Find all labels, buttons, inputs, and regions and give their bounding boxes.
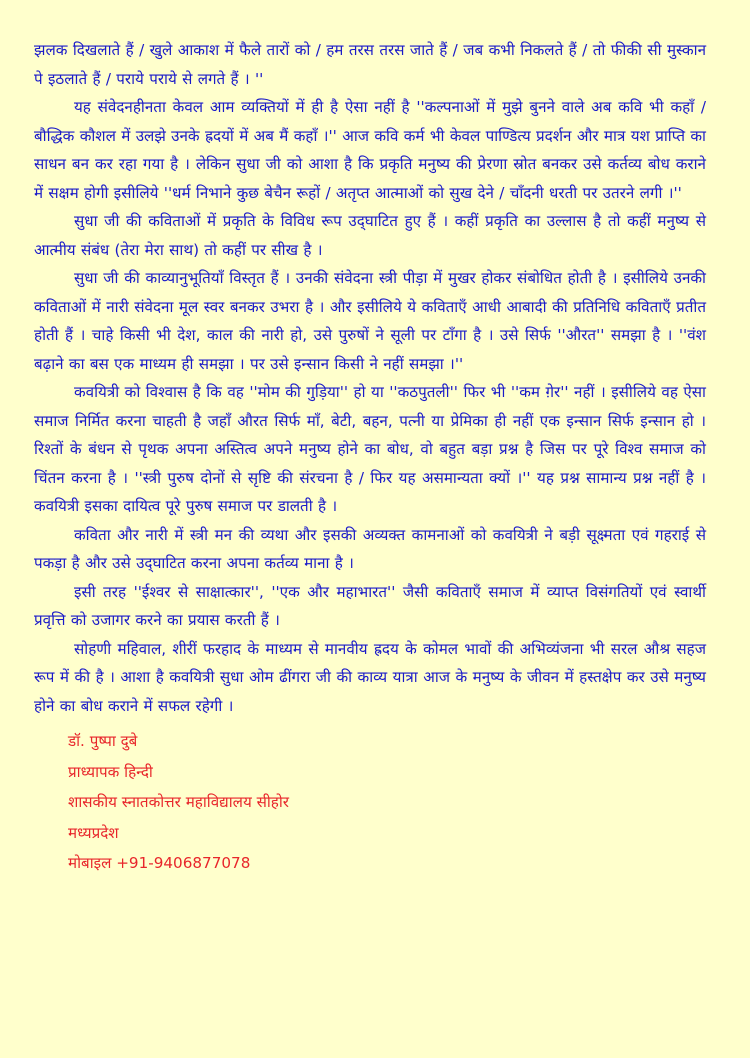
author-state: मध्यप्रदेश: [68, 823, 119, 842]
paragraph-7: इसी तरह ''ईश्वर से साक्षात्कार'', ''एक और महाभारत'' जैसी कविताएँ समाज में व्याप्त विसंगतियों एवं स्वार्थी प्रवृत्ति को उजागर करने का प्रयास करती हैं ।: [34, 582, 706, 629]
paragraph-5: कवयित्री को विश्वास है कि वह ''मोम की गुड़िया'' हो या ''कठपुतली'' फिर भी ''कम ग़ेर'' नहीं । इसीलिये वह ऐसा समाज निर्मित करना चाहती है जहाँ औरत सिर्फ माँ, बेटी, बहन, पत्नी या प्रेमिका ही नहीं एक इन्सान सिर्फ इन्सान हो । रिश्तों के बंधन से पृथक अपना अस्तित्व अपने मनुष्य होने का बोध, वो बहुत बड़ा प्रश्न है जिस पर पूरे विश्व समाज को चिंतन करना है । ''स्त्री पुरुष दोनों से सृष्टि की संरचना है / फिर यह असमान्यता क्यों ।'' यह प्रश्न सामान्य प्रश्न नहीं है । कवयित्री इसका दायित्व पूरे पुरुष समाज पर डालती है ।: [34, 383, 706, 515]
paragraph-2: यह संवेदनहीनता केवल आम व्यक्तियों में ही है ऐसा नहीं है ''कल्पनाओं में मुझे बुनने वाले अब कवि भी कहाँ / बौद्धिक कौशल में उलझे उनके ह्रदयों में अब मैं कहाँ ।'' आज कवि कर्म भी केवल पाण्डित्य प्रदर्शन और मात्र यश प्राप्ति का साधन बन कर रहा गया है । लेकिन सुधा जी को आशा है कि प्रकृति मनुष्य की प्रेरणा स्रोत बनकर उसे कर्तव्य बोध कराने में सक्षम होगी इसीलिये ''धर्म निभाने कुछ बेचैन रूहों / अतृप्त आत्माओं को सुख देने / चाँदनी धरती पर उतरने लगी ।'': [34, 98, 706, 202]
article-body: [34, 36, 706, 720]
author-mobile: मोबाइल +91-9406877078: [68, 854, 251, 872]
author-institution: शासकीय स्नातकोत्तर महाविद्यालय सीहोर: [68, 793, 290, 811]
paragraph-4: सुधा जी की काव्यानुभूतियाँ विस्तृत हैं । उनकी संवेदना स्त्री पीड़ा में मुखर होकर संबोधित होती है । इसीलिये उनकी कविताओं में नारी संवेदना मूल स्वर बनकर उभरा है । और इसीलिये ये कविताएँ आधी आबादी की प्रतिनिधि कविताएँ प्रतीत होती हैं । चाहे किसी भी देश, काल की नारी हो, उसे पुरुषों ने सूली पर टाँगा है । उसे सिर्फ ''औरत'' समझा है । ''वंश बढ़ाने का बस एक माध्यम ही समझा । पर उसे इन्सान किसी ने नहीं समझा ।'': [34, 269, 706, 373]
paragraph-3: सुधा जी की कविताओं में प्रकृति के विविध रूप उद्‌घाटित हुए हैं । कहीं प्रकृति का उल्लास है तो कहीं मनुष्य से आत्मीय संबंध (तेरा मेरा साथ) तो कहीं पर सीख है ।: [34, 212, 706, 259]
signature-block: [34, 726, 706, 879]
author-name: डॉ. पुष्पा दुबे: [68, 732, 138, 750]
paragraph-8: सोहणी महिवाल, शीरीं फरहाद के माध्यम से मानवीय ह्रदय के कोमल भावों की अभिव्यंजना भी सरल औश्र सहज रूप में की है । आशा है कवयित्री सुधा ओम ढींगरा जी की काव्य यात्रा आज के मनुष्य के जीवन में हस्तक्षेप कर उसे मनुष्य होने का बोध कराने में सफल रहेगी ।: [34, 639, 706, 715]
author-designation: प्राध्यापक हिन्दी: [68, 762, 153, 781]
paragraph-6: कविता और नारी में स्त्री मन की व्यथा और इसकी अव्यक्त कामनाओं को कवयित्री ने बड़ी सूक्ष्मता एवं गहराई से पकड़ा है और उसे उद्‌घाटित करना अपना कर्तव्य माना है ।: [34, 525, 706, 572]
paragraph-1: झलक दिखलाते हैं / खुले आकाश में फैले तारों को / हम तरस तरस जाते हैं / जब कभी निकलते हैं / तो फीकी सी मुस्कान पे इठलाते हैं / पराये पराये से लगते हैं । '': [34, 41, 706, 88]
